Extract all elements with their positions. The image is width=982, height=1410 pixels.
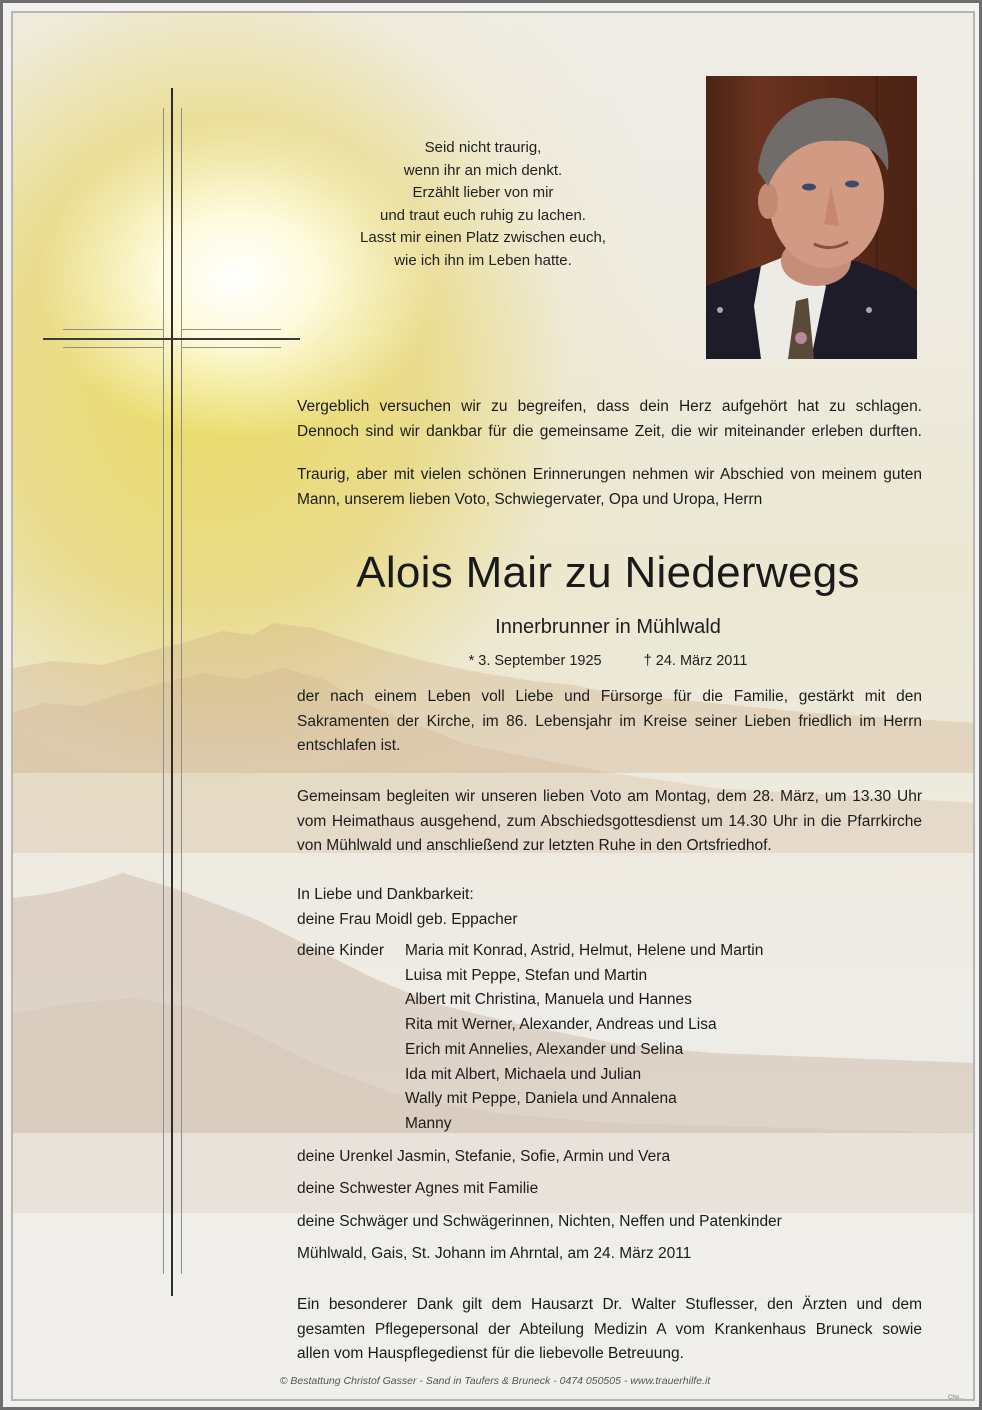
text-line: entschlafen ist. xyxy=(297,737,401,754)
cross-horizontal-outline-bottom-left xyxy=(63,347,163,348)
body-paragraph-1 xyxy=(297,685,922,759)
child-entry: Rita mit Werner, Alexander, Andreas und Lisa xyxy=(405,1016,717,1034)
poem-line: Erzählt lieber von mir xyxy=(412,184,554,201)
child-entry: Ida mit Albert, Michaela und Julian xyxy=(405,1065,642,1083)
body-paragraph-2 xyxy=(297,785,922,859)
ear xyxy=(758,183,778,219)
born-symbol: * xyxy=(468,653,475,669)
cross-vertical-beam xyxy=(171,88,173,1296)
text-line: Sakramenten der Kirche, im 86. Lebensjahr im Kreise seiner Lieben friedlich im Herrn xyxy=(297,712,922,730)
place-and-date: Mühlwald, Gais, St. Johann im Ahrntal, am 24. März 2011 xyxy=(297,1245,692,1263)
cross-horizontal-outline-top-left xyxy=(63,329,163,330)
poem xyxy=(343,137,623,272)
died-date: 24. März 2011 xyxy=(655,653,748,669)
died-symbol: † xyxy=(643,653,652,669)
text-line: vom Heimathaus ausgehend, zum Abschiedsgottesdienst um 14.30 Uhr in die Pfarrkirche xyxy=(297,812,922,830)
corner-mark: Chg… xyxy=(947,1395,965,1401)
eye-left xyxy=(802,184,816,191)
text-line: Ein besonderer Dank gilt dem Hausarzt Dr. Walter Stuflesser, den Ärzten und dem xyxy=(297,1296,922,1313)
deceased-subtitle: Innerbrunner in Mühlwald xyxy=(495,616,721,638)
life-dates xyxy=(293,653,923,669)
footer-credit: © Bestattung Christof Gasser - Sand in Taufers & Bruneck - 0474 050505 - www.trauerhilfe.it xyxy=(279,1375,711,1387)
portrait-photo xyxy=(706,76,917,359)
cross-horizontal-outline-top-right xyxy=(181,329,281,330)
cross-horizontal-outline-bottom-right xyxy=(181,347,281,348)
tie-pattern xyxy=(795,332,807,344)
thanks-paragraph xyxy=(297,1293,922,1367)
obituary-card xyxy=(11,11,975,1401)
cross-vertical-outline-right xyxy=(181,108,182,1274)
children-label: deine Kinder xyxy=(297,942,385,959)
mourner-in-laws: deine Schwäger und Schwägerinnen, Nichten, Neffen und Patenkinder xyxy=(297,1212,782,1230)
intro-paragraph-2 xyxy=(297,463,922,512)
children-list xyxy=(405,939,763,1137)
born-date: 3. September 1925 xyxy=(478,653,602,669)
child-entry: Erich mit Annelies, Alexander und Selina xyxy=(405,1040,684,1058)
child-entry: Albert mit Christina, Manuela und Hannes xyxy=(405,991,692,1009)
text-line: von Mühlwald und anschließend zur letzten Ruhe in den Ortsfriedhof. xyxy=(297,837,772,854)
poem-line: wenn ihr an mich denkt. xyxy=(403,161,563,179)
child-entry: Luisa mit Peppe, Stefan und Martin xyxy=(405,966,648,984)
text-line: allen vom Hauspflegedienst für die liebevolle Betreuung. xyxy=(297,1345,684,1362)
mourners-heading: In Liebe und Dankbarkeit: xyxy=(297,886,474,903)
child-entry: Manny xyxy=(405,1114,452,1132)
children-section xyxy=(297,939,782,1137)
text-line: Traurig, aber mit vielen schönen Erinnerungen nehmen wir Abschied von meinem guten xyxy=(297,466,922,483)
text-line: Mann, unserem lieben Voto, Schwiegervater, Opa und Uropa, Herrn xyxy=(297,490,763,508)
poem-line: Seid nicht traurig, xyxy=(424,139,542,156)
child-entry: Wally mit Peppe, Daniela und Annalena xyxy=(405,1090,677,1108)
poem-line: wie ich ihn im Leben hatte. xyxy=(394,251,572,269)
text-line: Dennoch sind wir dankbar für die gemeinsame Zeit, die wir miteinander erleben durften. xyxy=(297,422,922,440)
deceased-name: Alois Mair zu Niederwegs xyxy=(356,548,860,597)
text-line: Vergeblich versuchen wir zu begreifen, dass dein Herz aufgehört hat zu schlagen. xyxy=(297,398,922,415)
cross-horizontal-beam xyxy=(43,338,300,340)
jacket-button xyxy=(717,307,723,313)
mourners-list xyxy=(297,883,782,1267)
intro-paragraph-1 xyxy=(297,395,922,444)
poem-line: und traut euch ruhig zu lachen. xyxy=(380,206,586,224)
text-line: Gemeinsam begleiten wir unseren lieben Voto am Montag, dem 28. März, um 13.30 Uhr xyxy=(297,788,922,805)
mourner-wife: deine Frau Moidl geb. Eppacher xyxy=(297,910,518,928)
text-line: gesamten Pflegepersonal der Abteilung Medizin A vom Krankenhaus Bruneck sowie xyxy=(297,1320,922,1338)
poem-line: Lasst mir einen Platz zwischen euch, xyxy=(360,229,606,246)
mourner-sister: deine Schwester Agnes mit Familie xyxy=(297,1180,539,1198)
portrait-illustration xyxy=(706,76,917,359)
mourner-great-grandchildren: deine Urenkel Jasmin, Stefanie, Sofie, Armin und Vera xyxy=(297,1147,671,1165)
child-entry: Maria mit Konrad, Astrid, Helmut, Helene und Martin xyxy=(405,942,764,959)
eye-right xyxy=(845,181,859,188)
text-line: der nach einem Leben voll Liebe und Fürsorge für die Familie, gestärkt mit den xyxy=(297,688,922,705)
page-frame xyxy=(3,3,979,1407)
jacket-button xyxy=(866,307,872,313)
cross-vertical-outline-left xyxy=(163,108,164,1274)
